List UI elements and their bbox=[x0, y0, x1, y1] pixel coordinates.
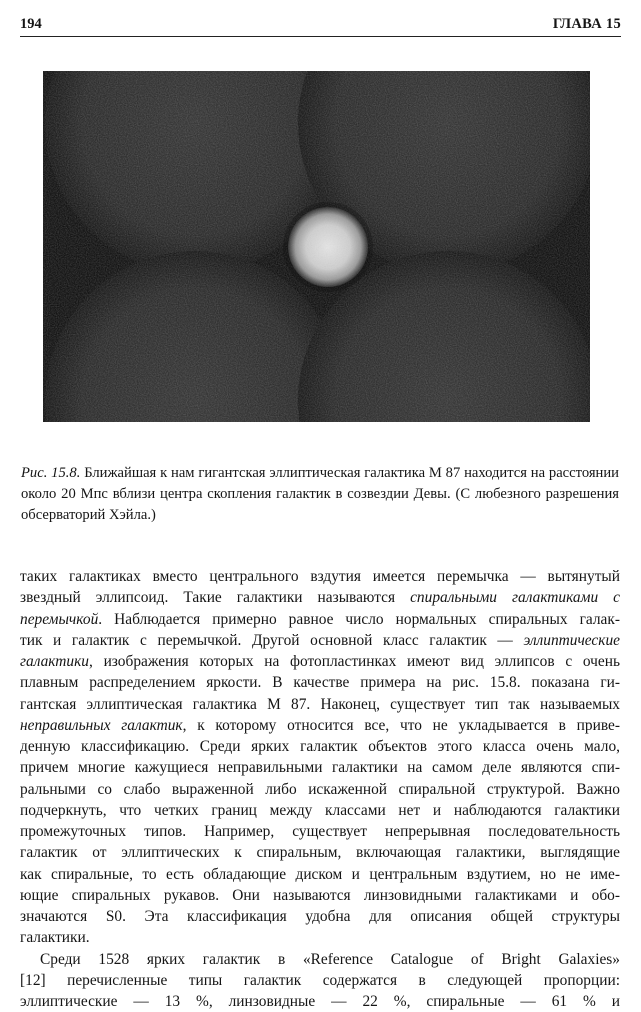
text-run: галактики. bbox=[20, 929, 90, 947]
text-run: . Наблюдается примерно равное число нормальных спиральных галак- bbox=[98, 610, 620, 628]
text-line bbox=[20, 757, 620, 778]
text-run: промежуточных типов. Например, существует непрерывная последовательность bbox=[20, 823, 620, 840]
text-line bbox=[20, 779, 620, 800]
text-line bbox=[20, 630, 620, 651]
text-run: гантская эллиптическая галактика М 87. Наконец, существует тип так называемых bbox=[20, 695, 620, 713]
text-run: значаются S0. Эта классификация удобна для описания общей структуры bbox=[20, 908, 620, 925]
chapter-title: ГЛАВА 15 bbox=[552, 16, 621, 32]
page-number: 194 bbox=[20, 16, 42, 32]
text-line bbox=[20, 587, 620, 608]
text-run: эллиптические — 13 %, линзовидные — 22 %, спиральные — 61 % и bbox=[20, 993, 620, 1010]
italic-term: галактики bbox=[20, 653, 89, 670]
italic-term: перемычкой bbox=[20, 610, 99, 628]
text-line bbox=[20, 672, 620, 693]
galaxy-photo bbox=[43, 71, 590, 422]
text-run: подчеркнуть, что четких границ между классами нет и наблюдаются галактики bbox=[20, 801, 620, 819]
header-rule bbox=[20, 36, 621, 37]
text-line bbox=[20, 864, 620, 885]
text-line bbox=[20, 842, 620, 863]
running-head bbox=[20, 16, 621, 34]
m87-image bbox=[43, 71, 590, 422]
text-run: ральными со слабо выраженной либо искаженной спиральной структурой. Важно bbox=[20, 780, 620, 798]
text-line bbox=[20, 694, 620, 715]
text-line bbox=[20, 715, 620, 736]
text-line bbox=[20, 736, 620, 757]
text-run: Среди 1528 ярких галактик в «Reference Catalogue of Bright Galaxies» bbox=[40, 950, 620, 968]
text-run: , к которому относится все, что не укладывается в приве- bbox=[182, 716, 620, 734]
text-run: , изображения которых на фотопластинках имеют вид эллипсов с очень bbox=[89, 653, 620, 670]
text-run: звездный эллипсоид. Такие галактики называются bbox=[20, 589, 411, 607]
text-line bbox=[20, 949, 620, 970]
text-line bbox=[20, 885, 620, 906]
figure-caption-text: Ближайшая к нам гигантская эллиптическая галактика М 87 находится на расстоянии около 20 Мпс вблизи центра скопления галактик в созвездии Девы. (С любезного разрешения обсерваторий Хэйла.) bbox=[21, 465, 619, 523]
text-line bbox=[20, 991, 620, 1012]
text-run: [12] перечисленные типы галактик содержатся в следующей пропорции: bbox=[20, 971, 620, 989]
galaxy-texture bbox=[288, 207, 368, 287]
figure-label: Рис. 15.8. bbox=[21, 465, 81, 481]
text-line bbox=[20, 800, 620, 821]
body-text bbox=[20, 566, 620, 1012]
text-line bbox=[20, 906, 620, 927]
text-run: причем многие кажущиеся неправильными галактики на самом деле являются спи- bbox=[20, 759, 620, 777]
italic-term: эллиптические bbox=[523, 631, 620, 649]
figure-caption bbox=[21, 463, 619, 526]
italic-term: спиральными галактиками с bbox=[410, 589, 621, 607]
text-run: денную классификацию. Среди ярких галактик объектов этого класса очень мало, bbox=[20, 738, 620, 755]
text-run: тик и галактик с перемычкой. Другой основной класс галактик — bbox=[20, 631, 524, 649]
text-run: как спиральные, то есть обладающие диском и центральным вздутием, но не име- bbox=[20, 865, 620, 883]
text-line bbox=[20, 927, 620, 948]
text-line bbox=[20, 970, 620, 991]
text-line bbox=[20, 821, 620, 842]
text-run: таких галактиках вместо центрального вздутия имеется перемычка — вытянутый bbox=[20, 568, 620, 585]
text-run: ющие спиральных рукавов. Они называются линзовидными галактиками и обо- bbox=[20, 886, 620, 904]
text-line bbox=[20, 566, 620, 587]
italic-term: неправильных галактик bbox=[20, 716, 183, 734]
text-line bbox=[20, 651, 620, 672]
text-run: плавным распределением яркости. В качестве примера на рис. 15.8. показана ги- bbox=[20, 674, 620, 692]
text-run: галактик от эллиптических к спиральным, включающая галактики, выглядящие bbox=[20, 844, 620, 862]
text-line bbox=[20, 609, 620, 630]
